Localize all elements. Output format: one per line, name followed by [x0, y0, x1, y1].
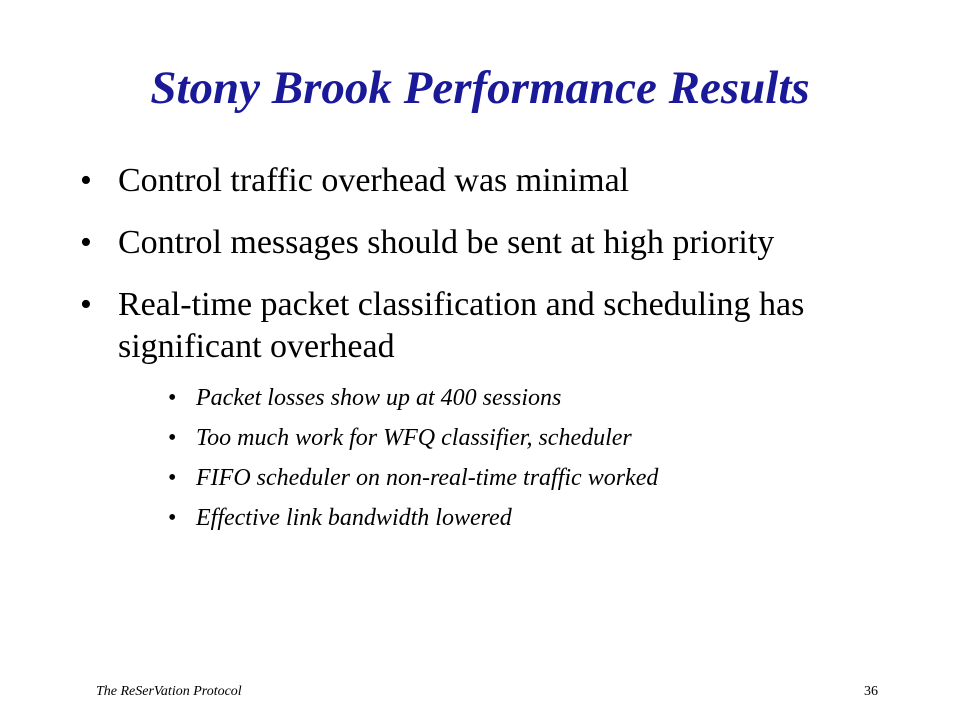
bullet-dot: • [80, 286, 92, 323]
slide-title: Stony Brook Performance Results [150, 62, 810, 114]
bullet-text: Control traffic overhead was minimal [118, 162, 630, 199]
sub-bullet-text: Packet losses show up at 400 sessions [196, 385, 562, 411]
sub-bullet-text: Effective link bandwidth lowered [196, 505, 512, 531]
bullet-list [80, 160, 900, 558]
bullet-dot: • [80, 224, 92, 261]
footer-page-number: 36 [864, 684, 878, 699]
bullet-item [80, 160, 900, 202]
bullet-text: Control messages should be sent at high priority [118, 224, 775, 261]
sub-bullet-dot: • [168, 425, 177, 451]
bullet-item [80, 284, 900, 538]
sub-bullet-dot: • [168, 505, 177, 531]
sub-bullet-item [168, 498, 900, 538]
bullet-text: Real-time packet classification and scheduling has significant overhead [118, 286, 805, 365]
sub-bullet-dot: • [168, 385, 177, 411]
sub-bullet-dot: • [168, 465, 177, 491]
sub-bullet-list [168, 378, 900, 538]
sub-bullet-text: FIFO scheduler on non-real-time traffic worked [196, 465, 659, 491]
bullet-dot: • [80, 162, 92, 199]
footer-presentation-title: The ReSerVation Protocol [96, 684, 242, 699]
sub-bullet-item [168, 378, 900, 418]
sub-bullet-item [168, 458, 900, 498]
bullet-item [80, 222, 900, 264]
sub-bullet-item [168, 418, 900, 458]
sub-bullet-text: Too much work for WFQ classifier, scheduler [196, 425, 632, 451]
